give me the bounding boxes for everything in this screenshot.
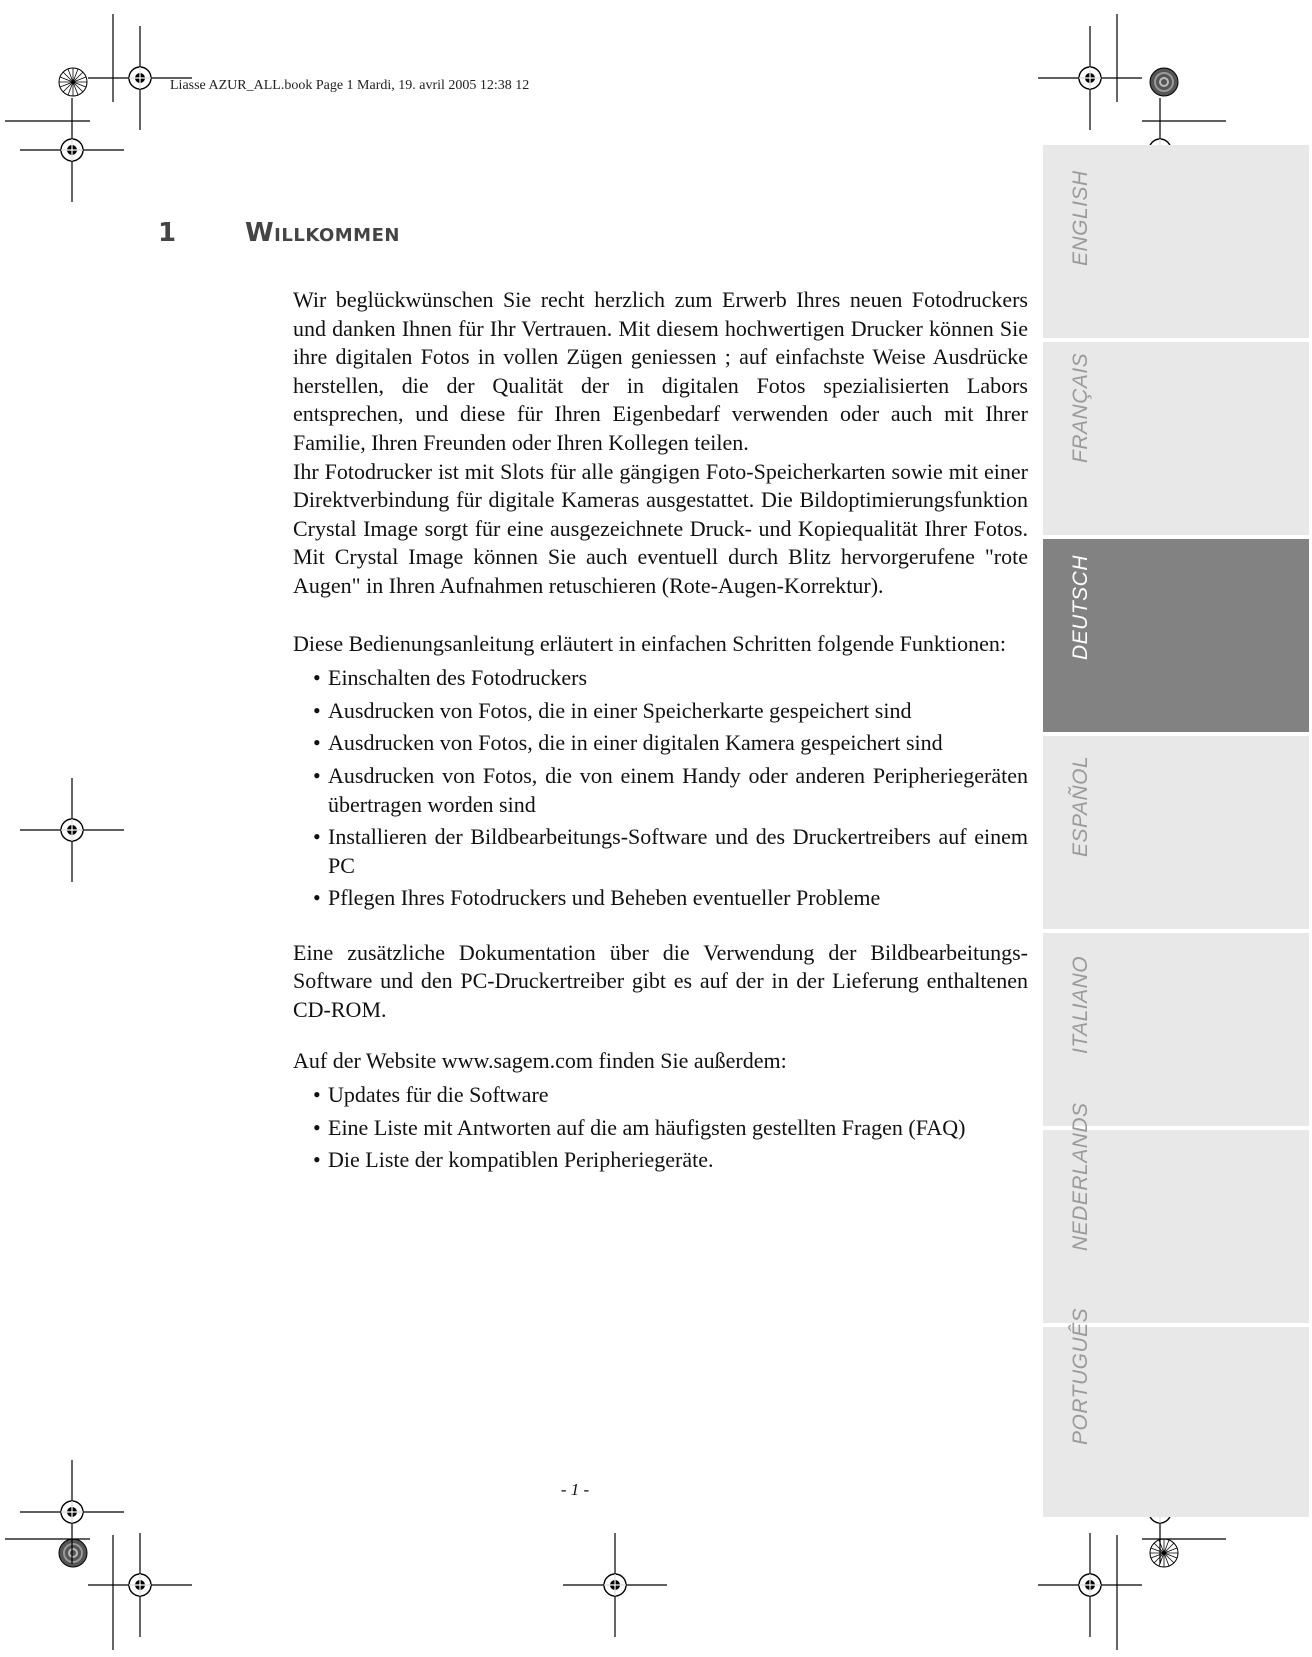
- body-text: [293, 286, 1028, 1179]
- tab-english[interactable]: [1043, 145, 1309, 338]
- registration-mark: [1038, 1533, 1142, 1637]
- tab-label: PORTUGUÊS: [1069, 1307, 1092, 1445]
- tab-espanol[interactable]: [1043, 736, 1309, 929]
- registration-mark: [20, 1460, 124, 1564]
- registration-mark: [20, 778, 124, 882]
- chapter-title: Willkommen: [245, 218, 400, 248]
- tab-label: ESPAÑOL: [1069, 755, 1092, 857]
- guide-functions-list: [293, 664, 1028, 913]
- list-item: • Ausdrucken von Fotos, die von einem Handy oder anderen Peripheriegeräten übertragen worden sind: [293, 762, 1028, 819]
- list-item: • Die Liste der kompatiblen Peripheriegeräte.: [293, 1146, 1028, 1175]
- list-item: • Ausdrucken von Fotos, die in einer Speicherkarte gespeichert sind: [293, 697, 1028, 726]
- registration-mark: [88, 1533, 192, 1637]
- registration-mark: [20, 98, 124, 202]
- tab-portugues[interactable]: [1043, 1307, 1309, 1517]
- list-item: • Einschalten des Fotodruckers: [293, 664, 1028, 693]
- list-item: • Ausdrucken von Fotos, die in einer digitalen Kamera gespeichert sind: [293, 729, 1028, 758]
- tab-label: ENGLISH: [1069, 170, 1092, 266]
- tab-label: FRANÇAIS: [1069, 352, 1092, 463]
- list-item: • Pflegen Ihres Fotodruckers und Beheben eventueller Probleme: [293, 884, 1028, 913]
- print-file-info: Liasse AZUR_ALL.book Page 1 Mardi, 19. avril 2005 12:38 12: [170, 78, 530, 93]
- registration-mark: [563, 1533, 667, 1637]
- list-item: • Updates für die Software: [293, 1081, 1028, 1110]
- swirl-mark: [1150, 68, 1178, 96]
- tab-nederlands[interactable]: [1043, 1102, 1309, 1323]
- website-items-list: [293, 1081, 1028, 1175]
- chapter-number: 1: [158, 218, 177, 248]
- starburst-mark: [1150, 1539, 1178, 1567]
- features-paragraph: Ihr Fotodrucker ist mit Slots für alle gängigen Foto-Speicherkarten sowie mit einer Direktverbindung für digitale Kameras ausgestattet. Die Bildoptimierungsfunktion Crystal Image sorgt für eine ausgezeichnete Druck- und Kopiequalität Ihrer Fotos. Mit Crystal Image können Sie auch eventuell durch Blitz hervorgerufene "rote Augen" in Ihren Aufnahmen retuschieren (Rote-Augen-Korrektur).: [293, 458, 1028, 598]
- list-item: • Installieren der Bildbearbeitungs-Software und des Druckertreibers auf einem PC: [293, 823, 1028, 880]
- guide-intro-paragraph: Diese Bedienungsanleitung erläutert in einfachen Schritten folgende Funktionen:: [293, 630, 1006, 656]
- list-item: • Eine Liste mit Antworten auf die am häufigsten gestellten Fragen (FAQ): [293, 1114, 1028, 1143]
- website-paragraph: Auf der Website www.sagem.com finden Sie außerdem:: [293, 1047, 787, 1073]
- page-number: - 1 -: [560, 1480, 590, 1499]
- swirl-mark: [59, 1539, 87, 1567]
- documentation-paragraph: Eine zusätzliche Dokumentation über die Verwendung der Bildbearbeitungs-Software und den PC-Druckertreiber gibt es auf der in der Lieferung enthaltenen CD-ROM.: [293, 939, 1028, 1023]
- tab-italiano[interactable]: [1043, 933, 1309, 1126]
- intro-paragraph: Wir beglückwünschen Sie recht herzlich zum Erwerb Ihres neuen Fotodruckers und danken Ihnen für Ihr Vertrauen. Mit diesem hochwertigen Drucker können Sie ihre digitalen Fotos in vollen Zügen geniessen ; auf einfachste Weise Ausdrücke herstellen, die der Qualität der in digitalen Fotos spezialisierten Labors entsprechen, und diese für Ihren Eigenbedarf verwenden oder auch mit Ihrer Familie, Ihren Freunden oder Ihren Kollegen teilen.: [293, 287, 1028, 455]
- tab-label: ITALIANO: [1069, 955, 1092, 1054]
- tab-francais[interactable]: [1043, 342, 1309, 535]
- tab-label: DEUTSCH: [1069, 554, 1092, 660]
- registration-mark: [1038, 26, 1142, 130]
- starburst-mark: [59, 68, 87, 96]
- tab-label: NEDERLANDS: [1069, 1102, 1092, 1251]
- tab-deutsch[interactable]: [1043, 539, 1309, 732]
